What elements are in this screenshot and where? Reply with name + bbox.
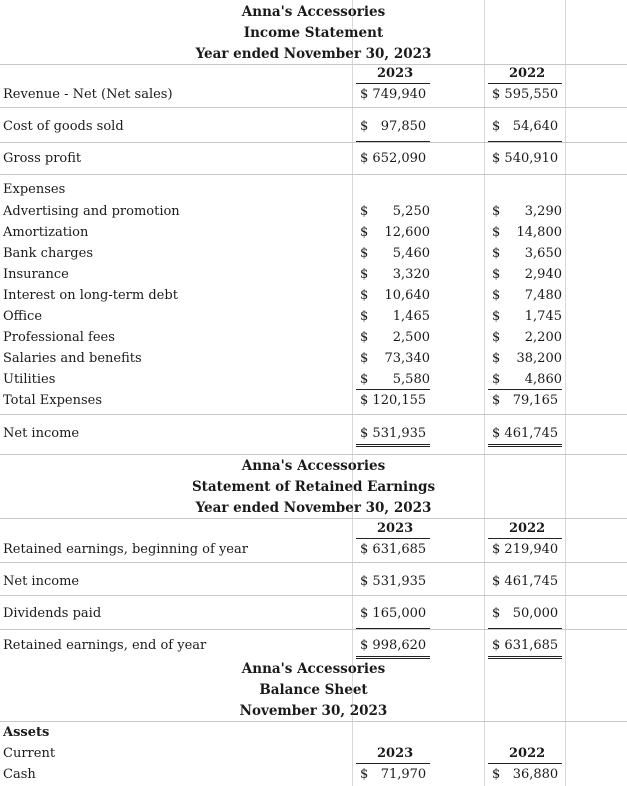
currency-symbol: $	[360, 767, 369, 782]
expense-2022: 1,745	[524, 309, 562, 324]
currency-symbol: $	[360, 393, 369, 408]
year-col-2: 2022	[509, 521, 546, 536]
expense-2022: 4,860	[524, 372, 562, 387]
underline	[488, 83, 562, 84]
currency-symbol: $	[492, 351, 501, 366]
statement-period: Year ended November 30, 2023	[195, 500, 432, 516]
cash-2022: $ 36,880	[492, 767, 559, 782]
expense-label: Insurance	[3, 267, 69, 282]
divider	[0, 518, 627, 519]
divider	[0, 64, 627, 65]
currency-symbol: $	[492, 372, 501, 387]
currency-symbol: $	[360, 606, 369, 621]
re-net-income-label: Net income	[3, 574, 80, 589]
expense-label: Bank charges	[3, 246, 93, 261]
revenue-2022: $ 595,550	[492, 87, 559, 102]
expense-2022: 38,200	[516, 351, 562, 366]
statement-title: Income Statement	[243, 25, 384, 41]
currency-symbol: $	[492, 225, 501, 240]
currency-symbol: $	[360, 288, 369, 303]
double-underline	[356, 656, 430, 657]
revenue-2023: $ 749,940	[360, 87, 427, 102]
divider	[0, 629, 627, 630]
divider	[0, 174, 627, 175]
expense-2022: 7,480	[524, 288, 562, 303]
currency-symbol: $	[360, 267, 369, 282]
currency-symbol: $	[492, 574, 501, 589]
year-col-2: 2022	[509, 66, 546, 81]
currency-symbol: $	[492, 151, 501, 166]
currency-symbol: $	[492, 330, 501, 345]
currency-symbol: $	[360, 426, 369, 441]
currency-symbol: $	[360, 204, 369, 219]
year-col-1: 2023	[377, 746, 414, 761]
currency-symbol: $	[360, 87, 369, 102]
gross-profit-label: Gross profit	[3, 151, 82, 166]
cogs-2023: $ 97,850	[360, 119, 427, 134]
currency-symbol: $	[360, 330, 369, 345]
company-title: Anna's Accessories	[241, 458, 386, 474]
expense-2023: 2,500	[392, 330, 430, 345]
expense-2022: 3,290	[524, 204, 562, 219]
revenue-label: Revenue - Net (Net sales)	[3, 87, 173, 102]
statement-title: Statement of Retained Earnings	[191, 479, 436, 495]
currency-symbol: $	[492, 119, 501, 134]
dividends-label: Dividends paid	[3, 606, 102, 621]
underline	[488, 538, 562, 539]
expense-2022: 3,650	[524, 246, 562, 261]
currency-symbol: $	[492, 204, 501, 219]
currency-symbol: $	[360, 372, 369, 387]
re-ending-label: Retained earnings, end of year	[3, 638, 207, 653]
underline	[356, 538, 430, 539]
double-underline	[488, 656, 562, 657]
gross-profit-2022: $ 540,910	[492, 151, 559, 166]
assets-header: Assets	[3, 725, 50, 740]
underline	[356, 389, 430, 390]
re-beginning-2022: $ 219,940	[492, 542, 559, 557]
double-underline	[488, 658, 562, 659]
gross-profit-2023: $ 652,090	[360, 151, 427, 166]
currency-symbol: $	[360, 151, 369, 166]
currency-symbol: $	[360, 351, 369, 366]
currency-symbol: $	[492, 267, 501, 282]
currency-symbol: $	[360, 225, 369, 240]
expense-label: Utilities	[3, 372, 56, 387]
re-beginning-2023: $ 631,685	[360, 542, 427, 557]
currency-symbol: $	[360, 119, 369, 134]
total-expenses-2022: $ 79,165	[492, 393, 559, 408]
net-income-label: Net income	[3, 426, 80, 441]
expense-label: Office	[3, 309, 43, 324]
expense-2023: 5,250	[392, 204, 430, 219]
cogs-2022: $ 54,640	[492, 119, 559, 134]
expense-2023: 12,600	[384, 225, 430, 240]
company-title: Anna's Accessories	[241, 4, 386, 20]
cash-2023: $ 71,970	[360, 767, 427, 782]
re-beginning-label: Retained earnings, beginning of year	[3, 542, 248, 557]
divider	[0, 454, 627, 455]
divider	[0, 721, 627, 722]
underline	[356, 83, 430, 84]
double-underline	[356, 444, 430, 445]
currency-symbol: $	[492, 426, 501, 441]
total-expenses-2023: $ 120,155	[360, 393, 427, 408]
underline	[488, 389, 562, 390]
currency-symbol: $	[492, 767, 501, 782]
expense-2023: 5,580	[392, 372, 430, 387]
expense-2023: 1,465	[392, 309, 430, 324]
expense-2022: 2,200	[524, 330, 562, 345]
re-net-income-2023: $ 531,935	[360, 574, 427, 589]
currency-symbol: $	[492, 288, 501, 303]
expense-2023: 3,320	[392, 267, 430, 282]
divider	[0, 562, 627, 563]
double-underline	[356, 658, 430, 659]
divider	[0, 414, 627, 415]
re-net-income-2022: $ 461,745	[492, 574, 559, 589]
expense-2022: 2,940	[524, 267, 562, 282]
cash-label: Cash	[3, 767, 36, 782]
currency-symbol: $	[360, 574, 369, 589]
expense-2023: 10,640	[384, 288, 430, 303]
expenses-header: Expenses	[3, 182, 66, 197]
divider	[0, 107, 627, 108]
currency-symbol: $	[360, 542, 369, 557]
company-title: Anna's Accessories	[241, 661, 386, 677]
total-expenses-label: Total Expenses	[3, 393, 102, 408]
expense-label: Salaries and benefits	[3, 351, 142, 366]
statement-title: Balance Sheet	[259, 682, 368, 698]
double-underline	[488, 446, 562, 447]
year-col-1: 2023	[377, 66, 414, 81]
expense-2022: 14,800	[516, 225, 562, 240]
cogs-label: Cost of goods sold	[3, 119, 124, 134]
grid-line	[484, 0, 485, 786]
double-underline	[488, 444, 562, 445]
current-assets-header: Current	[3, 746, 56, 761]
currency-symbol: $	[492, 606, 501, 621]
expense-label: Professional fees	[3, 330, 115, 345]
re-ending-2022: $ 631,685	[492, 638, 559, 653]
year-col-2: 2022	[509, 746, 546, 761]
currency-symbol: $	[492, 246, 501, 261]
dividends-2022: $ 50,000	[492, 606, 559, 621]
currency-symbol: $	[360, 638, 369, 653]
currency-symbol: $	[492, 393, 501, 408]
year-col-1: 2023	[377, 521, 414, 536]
currency-symbol: $	[360, 246, 369, 261]
expense-label: Amortization	[3, 225, 89, 240]
expense-label: Advertising and promotion	[3, 204, 180, 219]
underline	[356, 763, 430, 764]
currency-symbol: $	[360, 309, 369, 324]
divider	[0, 595, 627, 596]
statement-period: November 30, 2023	[239, 703, 388, 719]
divider	[0, 142, 627, 143]
currency-symbol: $	[492, 309, 501, 324]
underline	[488, 763, 562, 764]
expense-2023: 73,340	[384, 351, 430, 366]
net-income-2022: $ 461,745	[492, 426, 559, 441]
currency-symbol: $	[492, 542, 501, 557]
currency-symbol: $	[492, 638, 501, 653]
net-income-2023: $ 531,935	[360, 426, 427, 441]
re-ending-2023: $ 998,620	[360, 638, 427, 653]
currency-symbol: $	[492, 87, 501, 102]
expense-label: Interest on long-term debt	[3, 288, 178, 303]
grid-line	[565, 0, 566, 786]
expense-2023: 5,460	[392, 246, 430, 261]
double-underline	[356, 446, 430, 447]
dividends-2023: $ 165,000	[360, 606, 427, 621]
statement-period: Year ended November 30, 2023	[195, 46, 432, 62]
